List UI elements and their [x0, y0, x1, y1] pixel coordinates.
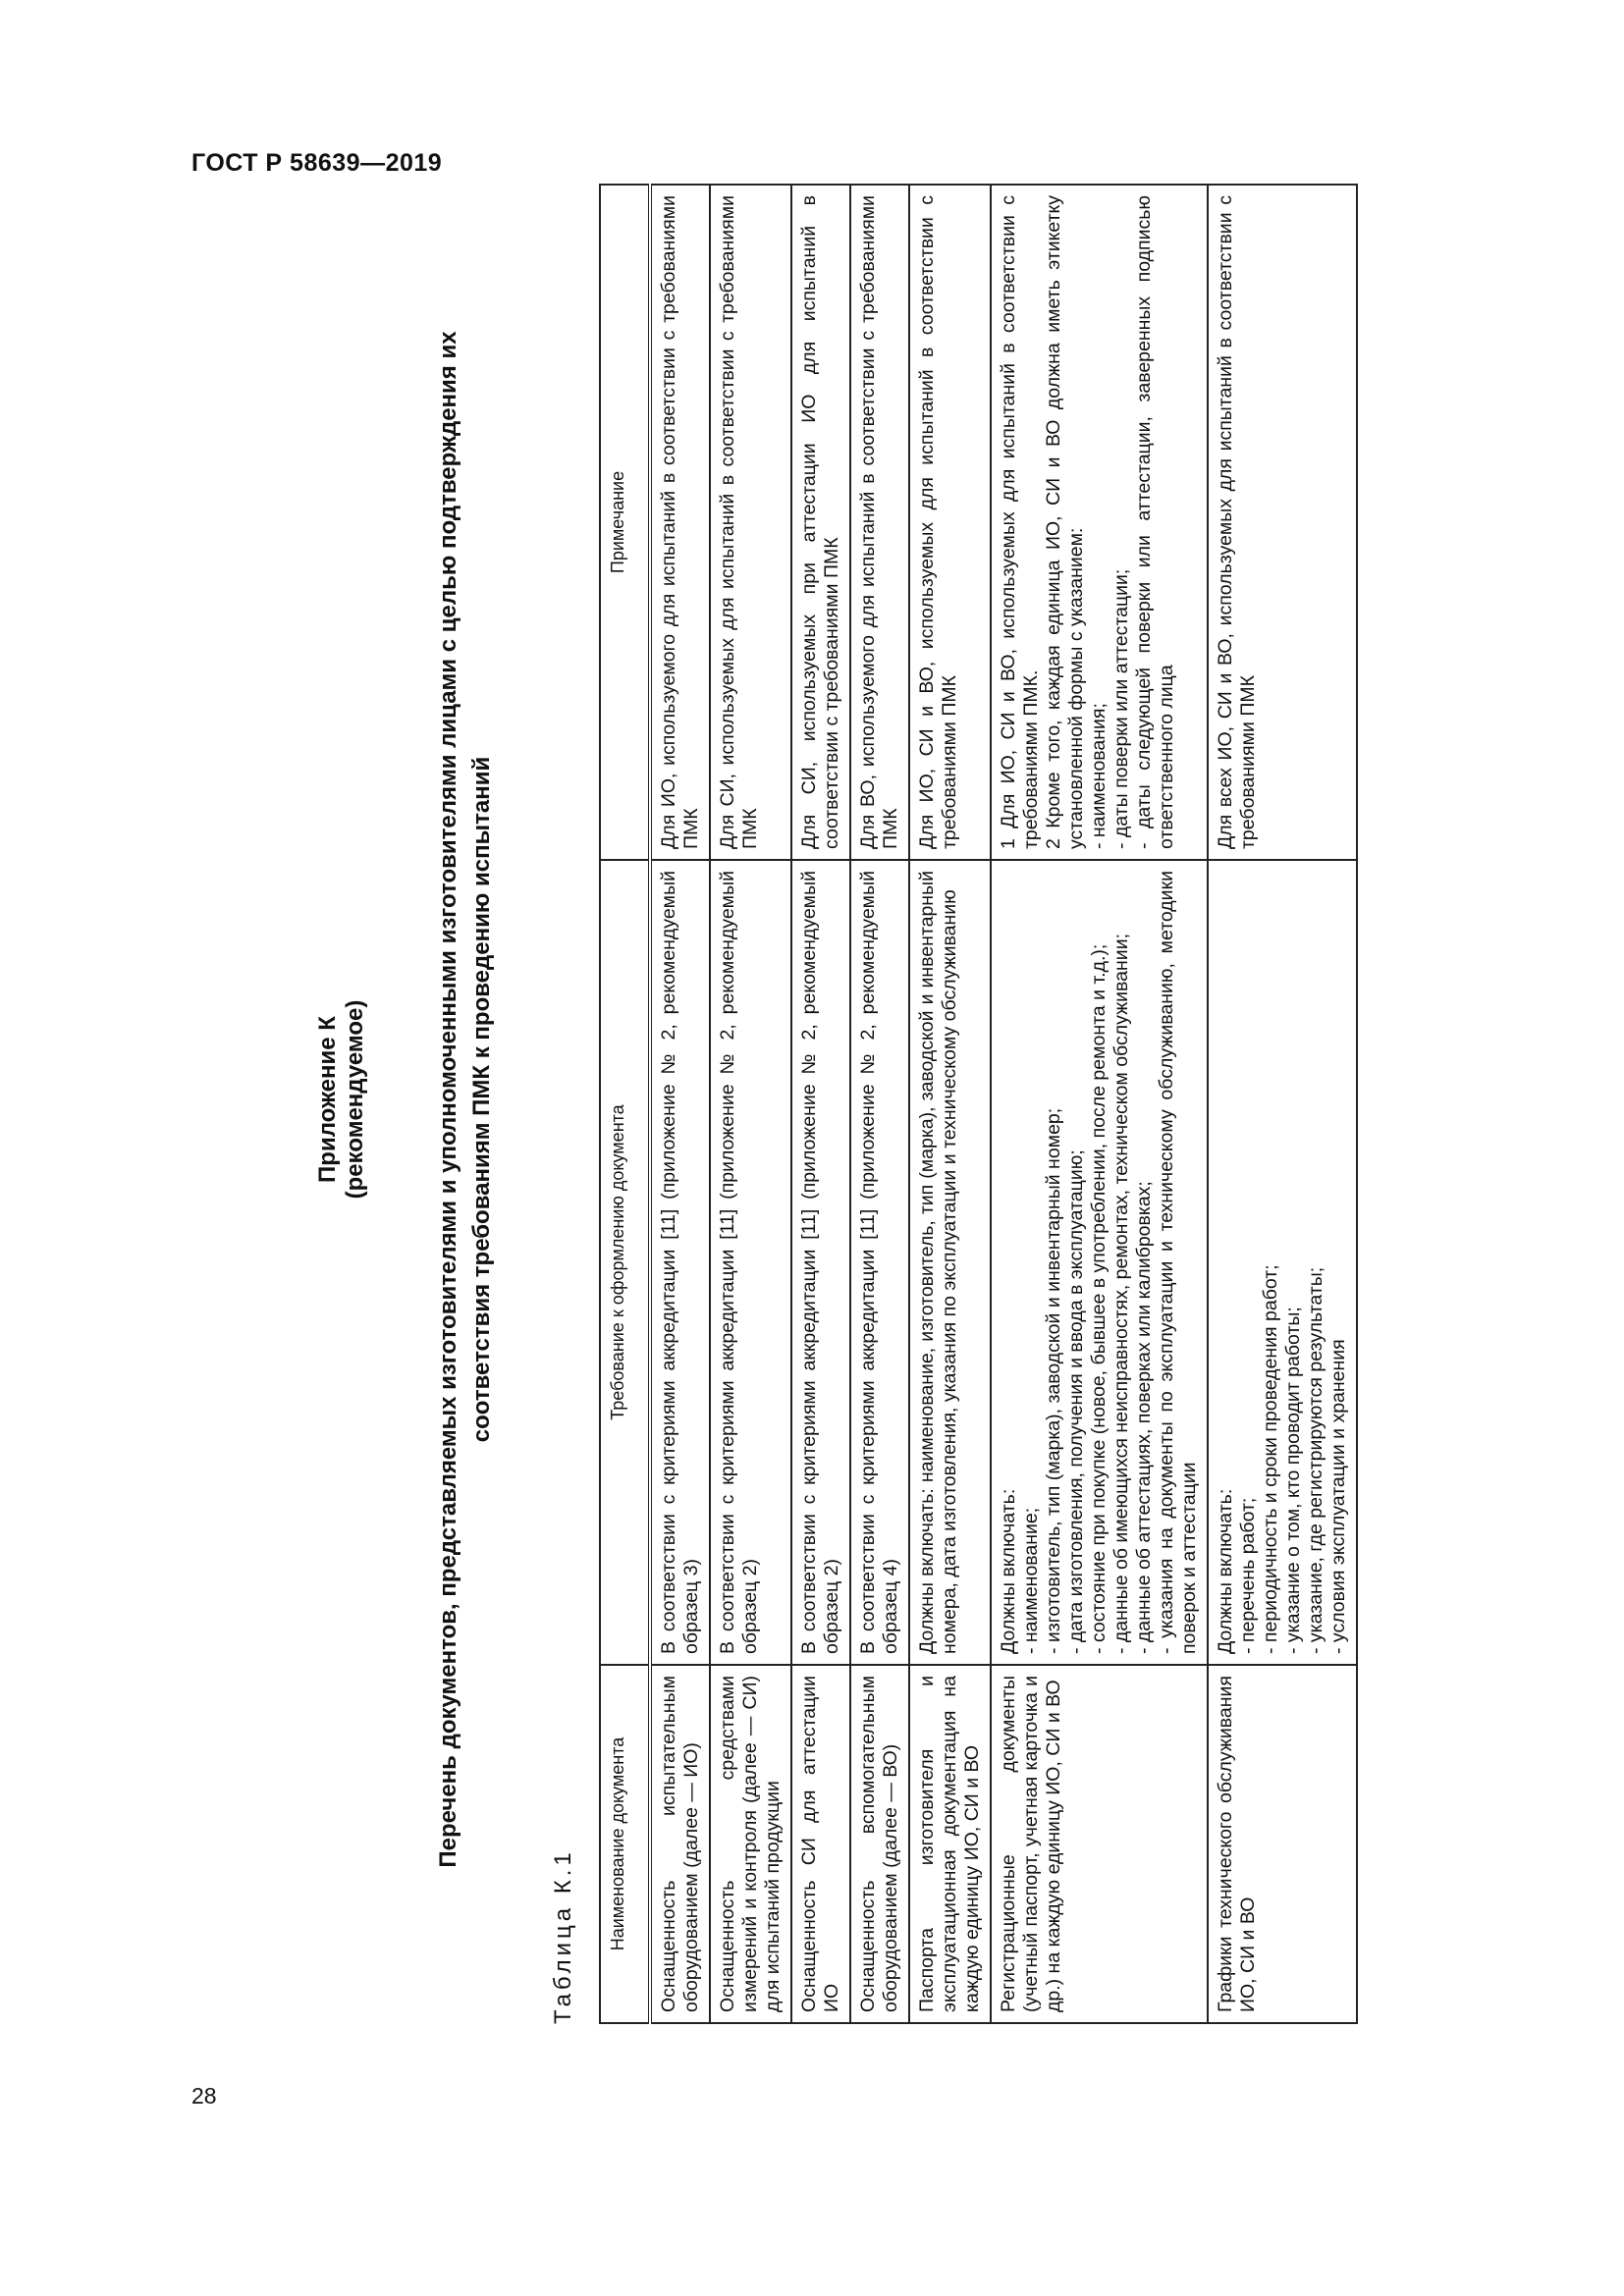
note-line: 1 Для ИО, СИ и ВО, используемых для испытаний в соответствии с требованиями ПМК.: [998, 195, 1042, 849]
column-header-requirement: Требование к оформлению документа: [600, 860, 650, 1665]
table-row: [991, 185, 1208, 2023]
note-line: Для ИО, используемого для испытаний в соответствии с требованиями ПМК: [658, 195, 702, 849]
document-title: [432, 128, 499, 2071]
note-line: Для всех ИО, СИ и ВО, используемых для испытаний в соответствии с требованиями ПМК: [1215, 195, 1259, 849]
requirement-line: - указания на документы по эксплуатации и техническому обслуживанию, методики поверок и аттестации: [1156, 871, 1200, 1654]
requirement-line: - данные об аттестациях, поверках или калибровках;: [1133, 1181, 1155, 1654]
requirement-line: В соответствии с критериями аккредитации [11] (приложение № 2, рекомендуемый образец 2): [717, 871, 761, 1654]
rotated-content: [314, 128, 1512, 2071]
note-cell: [850, 185, 909, 860]
table-header-row: [600, 185, 650, 2023]
requirement-cell: [791, 860, 850, 1665]
requirement-line: В соответствии с критериями аккредитации [11] (приложение № 2, рекомендуемый образец 4): [857, 871, 901, 1654]
requirement-line: - перечень работ;: [1237, 1497, 1259, 1654]
requirement-cell: [710, 860, 791, 1665]
document-name-cell: Оснащенность вспомогательным оборудованием (далее — ВО): [850, 1665, 909, 2023]
requirement-line: - наименование;: [1020, 1507, 1042, 1654]
requirement-line: В соответствии с критериями аккредитации [11] (приложение № 2, рекомендуемый образец 2): [798, 871, 842, 1654]
note-cell: [710, 185, 791, 860]
requirement-line: - дата изготовления, получения и ввода в эксплуатацию;: [1065, 1149, 1087, 1654]
note-cell: [650, 185, 710, 860]
document-title-line-2: соответствия требованиям ПМК к проведению испытаний: [468, 756, 495, 1443]
requirement-line: Должны включать:: [998, 1488, 1019, 1654]
table-row: [710, 185, 791, 2023]
requirement-cell: [650, 860, 710, 1665]
note-line: - даты следующей поверки или аттестации, заверенных подписью ответственного лица: [1133, 195, 1177, 849]
requirement-line: - состояние при покупке (новое, бывшее в употреблении, после ремонта и т.д.);: [1088, 943, 1110, 1654]
requirement-line: Должны включать: наименование, изготовитель, тип (марка), заводской и инвентарный номера, дата изготовления, указания по эксплуатации и техническому обслуживанию: [916, 871, 960, 1654]
note-line: - даты поверки или аттестации;: [1110, 568, 1132, 849]
document-name-cell: Оснащенность СИ для аттестации ИО: [791, 1665, 850, 2023]
requirement-cell: [1208, 860, 1357, 1665]
annex-title: Приложение К: [314, 1016, 341, 1183]
requirement-line: В соответствии с критериями аккредитации [11] (приложение № 2, рекомендуемый образец 3): [658, 871, 702, 1654]
note-line: Для ВО, используемого для испытаний в соответствии с требованиями ПМК: [857, 195, 901, 849]
annex-subtitle: (рекомендуемое): [342, 999, 368, 1200]
note-cell: [909, 185, 991, 860]
standard-header: ГОСТ Р 58639—2019: [191, 149, 443, 177]
note-line: 2 Кроме того, каждая единица ИО, СИ и ВО должна иметь этикетку установленной формы с указанием:: [1043, 195, 1087, 849]
note-cell: [991, 185, 1208, 860]
note-line: Для ИО, СИ и ВО, используемых для испытаний в соответствии с требованиями ПМК: [916, 195, 960, 849]
requirement-line: - изготовитель, тип (марка), заводской и инвентарный номер;: [1043, 1107, 1064, 1654]
document-title-line-1: Перечень документов, представляемых изготовителями и уполномоченными изготовителями лицами с целью подтверждения их: [435, 331, 461, 1868]
requirement-line: - периодичность и сроки проведения работ;: [1260, 1264, 1281, 1654]
requirement-line: Должны включать:: [1215, 1488, 1236, 1654]
table-row: [791, 185, 850, 2023]
document-name-cell: Регистрационные документы (учетный паспорт, учетная карточка и др.) на каждую единицу ИО, СИ и ВО: [991, 1665, 1208, 2023]
column-header-name: Наименование документа: [600, 1665, 650, 2023]
requirement-line: - указание о том, кто проводит работы;: [1282, 1307, 1304, 1654]
note-cell: [1208, 185, 1357, 860]
document-name-cell: Оснащенность испытательным оборудованием (далее — ИО): [650, 1665, 710, 2023]
note-line: Для СИ, используемых для испытаний в соответствии с требованиями ПМК: [717, 195, 761, 849]
table-caption: Таблица К.1: [550, 1848, 576, 2024]
table-row: [1208, 185, 1357, 2023]
note-line: Для СИ, используемых при аттестации ИО для испытаний в соответствии с требованиями ПМК: [798, 195, 842, 849]
documents-table: [599, 184, 1358, 2024]
table-row: [850, 185, 909, 2023]
document-name-cell: Оснащенность средствами измерений и контроля (далее — СИ) для испытаний продукции: [710, 1665, 791, 2023]
table-row: [650, 185, 710, 2023]
document-name-cell: Паспорта изготовителя и эксплуатационная документация на каждую единицу ИО, СИ и ВО: [909, 1665, 991, 2023]
table-body: [650, 185, 1357, 2023]
column-header-note: Примечание: [600, 185, 650, 860]
requirement-cell: [909, 860, 991, 1665]
document-name-cell: Графики технического обслуживания ИО, СИ и ВО: [1208, 1665, 1357, 2023]
requirement-line: - условия эксплуатации и хранения: [1327, 1339, 1349, 1654]
page-number: 28: [191, 2083, 217, 2109]
requirement-cell: [850, 860, 909, 1665]
requirement-line: - данные об имеющихся неисправностях, ремонтах, техническом обслуживании;: [1110, 933, 1132, 1654]
requirement-line: - указание, где регистрируются результаты;: [1305, 1266, 1326, 1654]
table-row: [909, 185, 991, 2023]
requirement-cell: [991, 860, 1208, 1665]
note-line: - наименования;: [1088, 703, 1110, 849]
annex-heading: [314, 128, 369, 2071]
note-cell: [791, 185, 850, 860]
